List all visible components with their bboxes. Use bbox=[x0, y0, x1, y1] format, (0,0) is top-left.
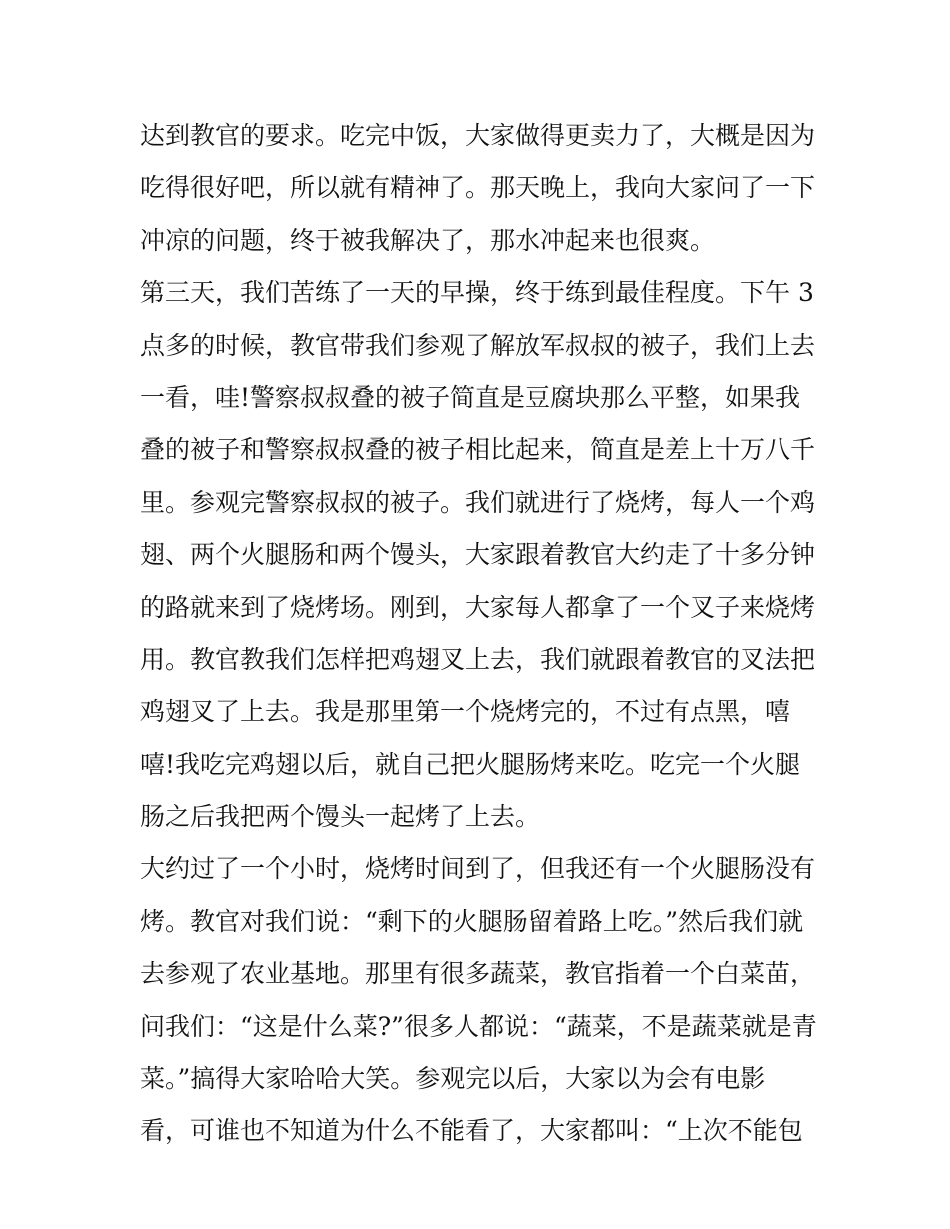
text-line: 大约过了一个小时，烧烤时间到了，但我还有一个火腿肠没有 bbox=[140, 854, 816, 884]
text-line: 嘻!我吃完鸡翅以后，就自己把火腿肠烤来吃。吃完一个火腿 bbox=[140, 749, 801, 779]
text-line: 第三天，我们苦练了一天的早操，终于练到最佳程度。下午 3 bbox=[140, 278, 814, 308]
text-line: 翅、两个火腿肠和两个馒头，大家跟着教官大约走了十多分钟 bbox=[140, 540, 816, 570]
text-line: 里。参观完警察叔叔的被子。我们就进行了烧烤，每人一个鸡 bbox=[140, 487, 816, 517]
text-line: 用。教官教我们怎样把鸡翅叉上去，我们就跟着教官的叉法把 bbox=[140, 644, 816, 674]
text-line: 的路就来到了烧烤场。刚到，大家每人都拿了一个叉子来烧烤 bbox=[140, 592, 816, 622]
body-text bbox=[140, 110, 820, 1158]
text-line: 去参观了农业基地。那里有很多蔬菜，教官指着一个白菜苗， bbox=[140, 959, 816, 989]
text-line: 问我们：“这是什么菜?”很多人都说：“蔬菜，不是蔬菜就是青 bbox=[140, 1011, 817, 1041]
text-line: 鸡翅叉了上去。我是那里第一个烧烤完的，不过有点黑，嘻 bbox=[140, 697, 791, 727]
text-line: 冲凉的问题，终于被我解决了，那水冲起来也很爽。 bbox=[140, 225, 716, 255]
text-line: 肠之后我把两个馒头一起烤了上去。 bbox=[140, 802, 541, 832]
text-line: 一看，哇!警察叔叔叠的被子简直是豆腐块那么平整，如果我 bbox=[140, 382, 801, 412]
text-line: 吃得很好吧，所以就有精神了。那天晚上，我向大家问了一下 bbox=[140, 173, 816, 203]
text-line: 看，可谁也不知道为什么不能看了，大家都叫：“上次不能包 bbox=[140, 1116, 803, 1146]
text-line: 烤。教官对我们说：“剩下的火腿肠留着路上吃。”然后我们就 bbox=[140, 906, 804, 936]
text-line: 点多的时候，教官带我们参观了解放军叔叔的被子，我们上去 bbox=[140, 330, 816, 360]
text-line: 叠的被子和警察叔叔叠的被子相比起来，简直是差上十万八千 bbox=[140, 435, 816, 465]
text-line: 菜。”搞得大家哈哈大笑。参观完以后，大家以为会有电影 bbox=[140, 1064, 766, 1094]
text-line: 达到教官的要求。吃完中饭，大家做得更卖力了，大概是因为 bbox=[140, 121, 816, 150]
